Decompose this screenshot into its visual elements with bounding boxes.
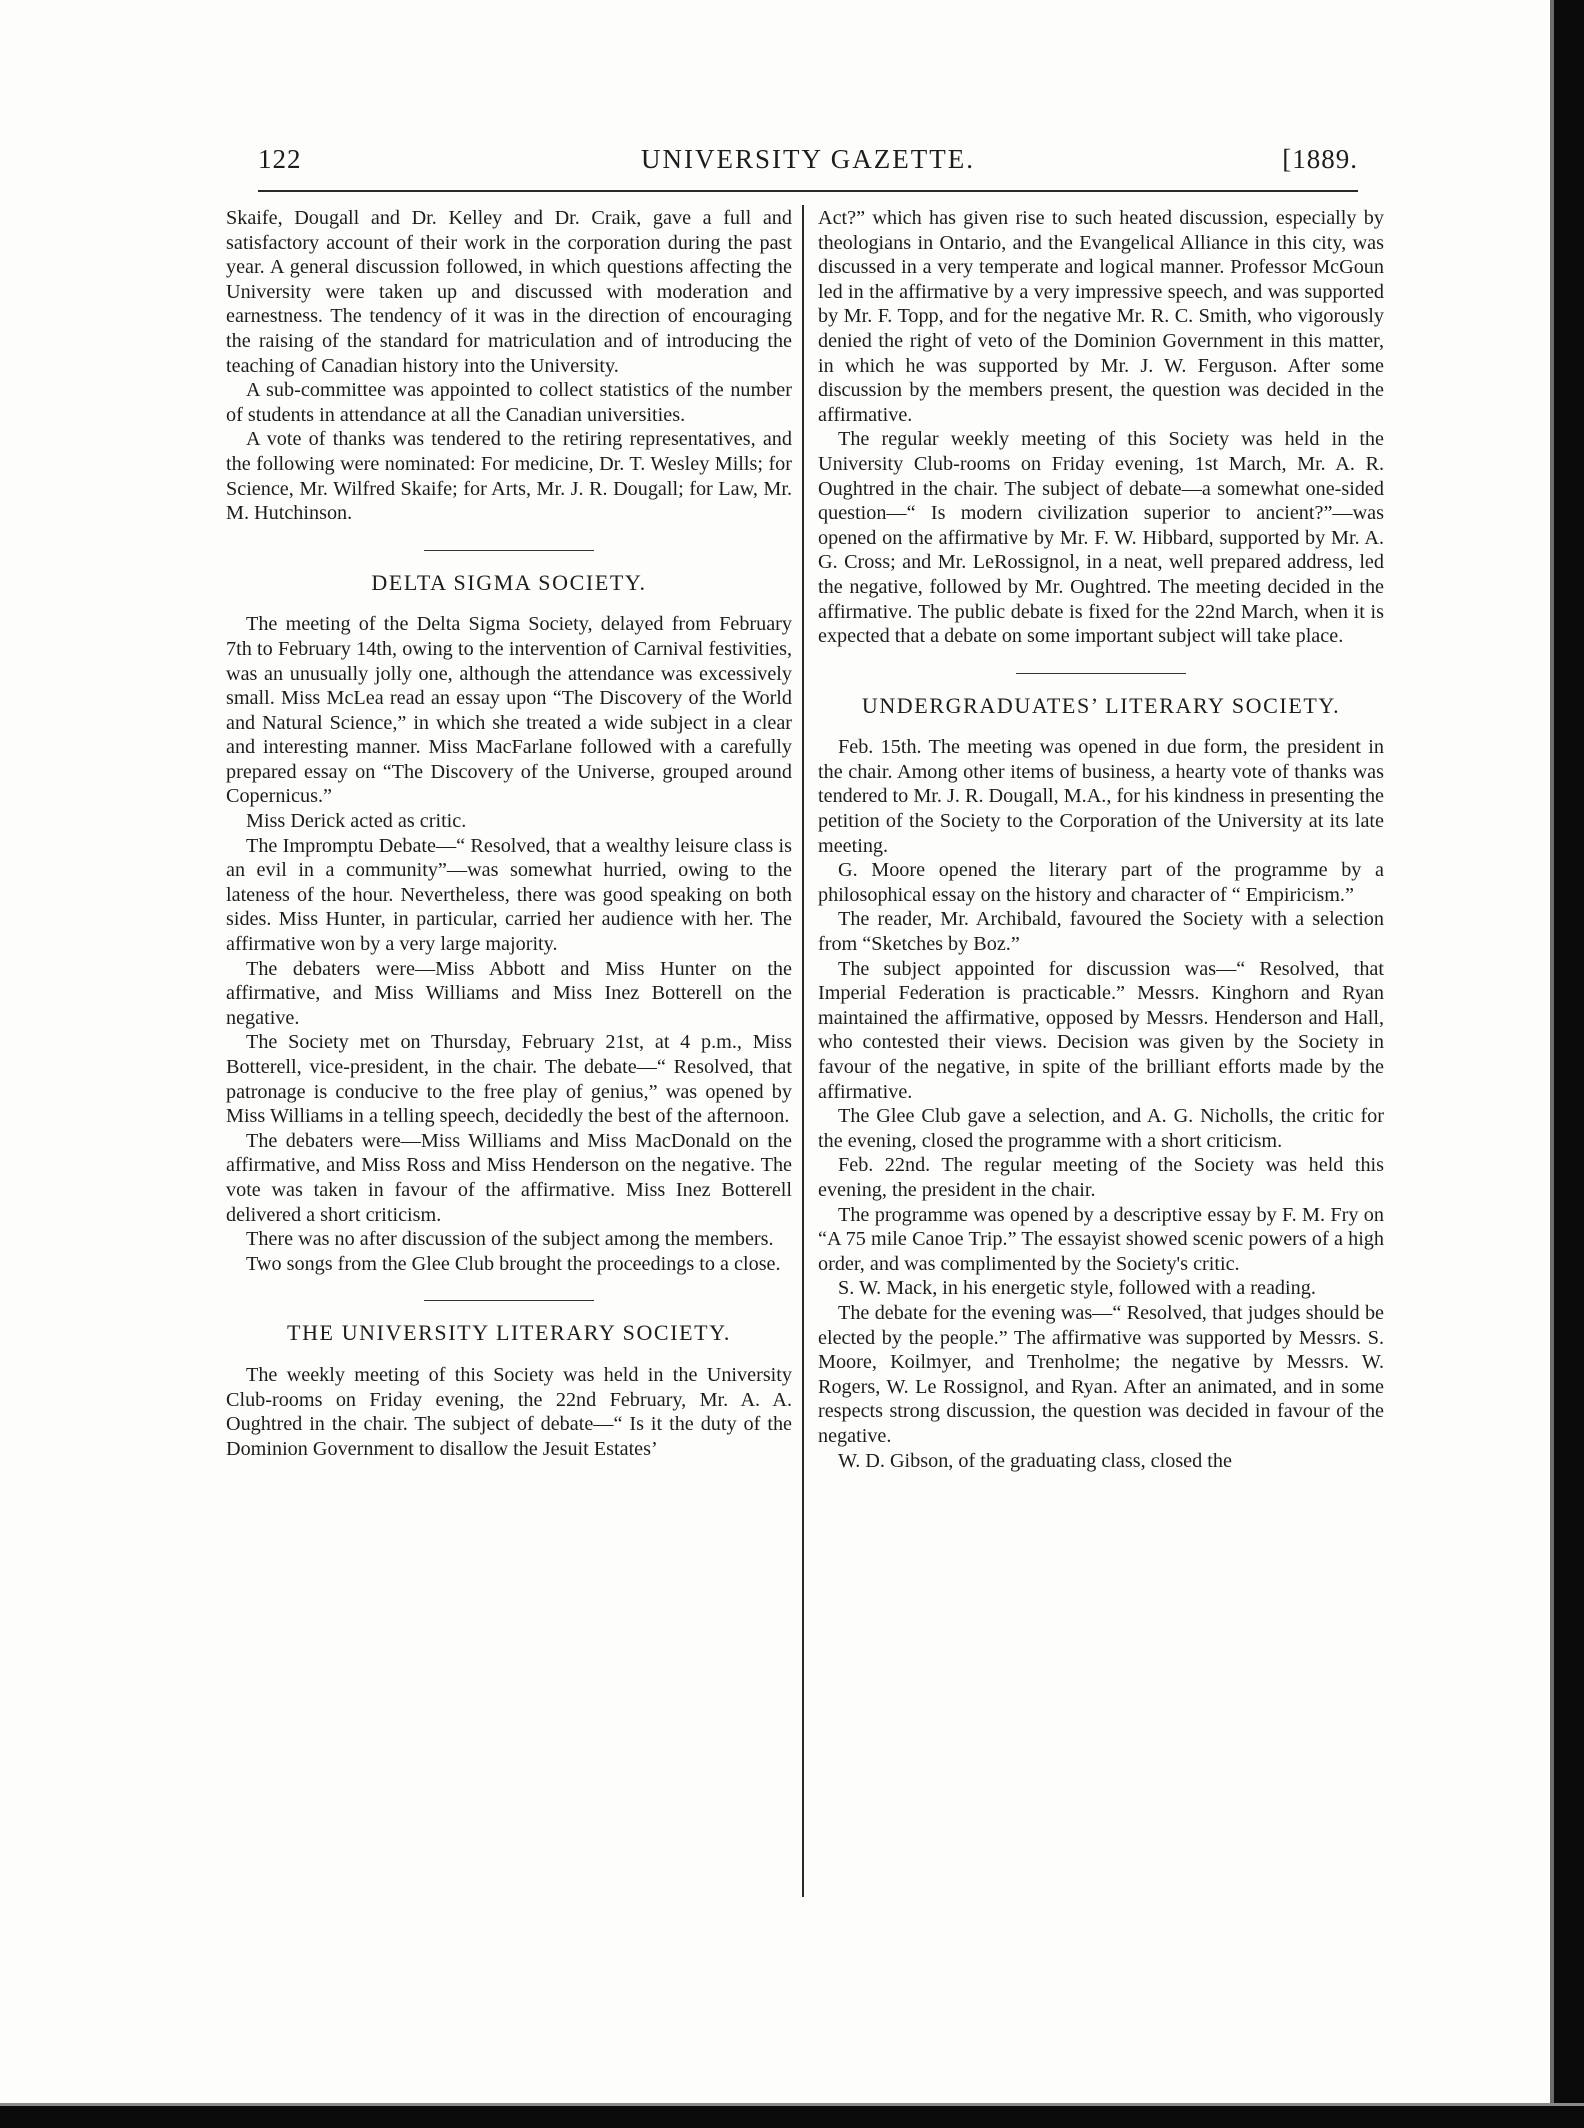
paragraph: G. Moore opened the literary part of the programme by a philosophical essay on the history and character of “ Empiricism.” bbox=[818, 859, 1384, 906]
left-column bbox=[226, 206, 792, 1461]
paragraph: Feb. 22nd. The regular meeting of the Society was held this evening, the president in the chair. bbox=[818, 1154, 1384, 1201]
section-heading: THE UNIVERSITY LITERARY SOCIETY. bbox=[287, 1320, 731, 1346]
paragraph: The Society met on Thursday, February 21st, at 4 p.m., Miss Botterell, vice-president, in the chair. The debate—“ Resolved, that patronage is conducive to the free play of genius,” was opened by Miss Williams in a telling speech, decidedly the best of the afternoon. bbox=[226, 1031, 792, 1128]
paragraph: The meeting of the Delta Sigma Society, delayed from February 7th to February 14th, owing to the intervention of Carnival festivities, was an unusually jolly one, although the attendance was excessively small. Miss McLea read an essay upon “The Discovery of the World and Natural Science,” in which she treated a wide subject in a clear and interesting manner. Miss MacFarlane followed with a carefully prepared essay on “The Discovery of the Universe, grouped around Copernicus.” bbox=[226, 613, 792, 808]
paragraph: A vote of thanks was tendered to the retiring representatives, and the following were nominated: For medicine, Dr. T. Wesley Mills; for Science, Mr. Wilfred Skaife; for Arts, Mr. J. R. Dougall; for Law, Mr. M. Hutchinson. bbox=[226, 428, 792, 525]
section-separator bbox=[1016, 673, 1186, 674]
paragraph: S. W. Mack, in his energetic style, followed with a reading. bbox=[838, 1277, 1316, 1300]
section-separator bbox=[424, 1300, 594, 1301]
paragraph: There was no after discussion of the subject among the members. bbox=[246, 1228, 774, 1251]
paragraph: The weekly meeting of this Society was held in the University Club-rooms on Friday evening, the 22nd February, Mr. A. A. Oughtred in the chair. The subject of debate—“ Is it the duty of the Dominion Government to disallow the Jesuit Estates’ bbox=[226, 1363, 792, 1460]
header-rule bbox=[258, 190, 1358, 192]
paragraph: The debaters were—Miss Williams and Miss MacDonald on the affirmative, and Miss Ross and Miss Henderson on the negative. The vote was taken in favour of the affirmative. Miss Inez Botterell delivered a short criticism. bbox=[226, 1129, 792, 1226]
paragraph: Feb. 15th. The meeting was opened in due form, the president in the chair. Among other items of business, a hearty vote of thanks was tendered to Mr. J. R. Dougall, M.A., for his kindness in presenting the petition of the Society to the Corporation of the University at its late meeting. bbox=[818, 736, 1384, 857]
paragraph: The programme was opened by a descriptive essay by F. M. Fry on “A 75 mile Canoe Trip.” The essayist showed scenic powers of a high order, and was complimented by the Society's critic. bbox=[818, 1203, 1384, 1275]
journal-title: UNIVERSITY GAZETTE. bbox=[641, 144, 975, 174]
paragraph: Two songs from the Glee Club brought the proceedings to a close. bbox=[246, 1252, 781, 1275]
section-heading: UNDERGRADUATES’ LITERARY SOCIETY. bbox=[861, 692, 1341, 718]
scan-right-border bbox=[1554, 0, 1584, 2128]
section-heading: DELTA SIGMA SOCIETY. bbox=[371, 569, 647, 595]
paragraph: W. D. Gibson, of the graduating class, closed the bbox=[838, 1449, 1232, 1472]
paragraph: The debaters were—Miss Abbott and Miss Hunter on the affirmative, and Miss Williams and Miss Inez Botterell on the negative. bbox=[226, 957, 792, 1029]
paragraph: A sub-committee was appointed to collect statistics of the number of students in attendance at all the Canadian universities. bbox=[226, 379, 792, 426]
paragraph: The debate for the evening was—“ Resolved, that judges should be elected by the people.” The affirmative was supported by Messrs. S. Moore, Koilmyer, and Trenholme; the negative by Messrs. W. Rogers, W. Le Rossignol, and Ryan. After an animated, and in some respects strong discussion, the question was decided in favour of the negative. bbox=[818, 1301, 1384, 1447]
paragraph: The regular weekly meeting of this Society was held in the University Club-rooms on Friday evening, 1st March, Mr. A. R. Oughtred in the chair. The subject of debate—a somewhat one-sided question—“ Is modern civilization superior to ancient?”—was opened on the affirmative by Mr. F. W. Hibbard, supported by Mr. A. G. Cross; and Mr. LeRossignol, in a neat, well prepared address, led the negative, followed by Mr. Oughtred. The meeting decided in the affirmative. The public debate is fixed for the 22nd March, when it is expected that a debate on some important subject will take place. bbox=[818, 428, 1384, 648]
paragraph: The Glee Club gave a selection, and A. G. Nicholls, the critic for the evening, closed the programme with a short criticism. bbox=[818, 1105, 1384, 1152]
paragraph: Skaife, Dougall and Dr. Kelley and Dr. Craik, gave a full and satisfactory account of their work in the corporation during the past year. A general discussion followed, in which questions affecting the University were taken up and discussed with moderation and earnestness. The tendency of it was in the direction of encouraging the raising of the standard for matriculation and of introducing the teaching of Canadian history into the University. bbox=[226, 207, 792, 377]
section-separator bbox=[424, 550, 594, 551]
paragraph: The Impromptu Debate—“ Resolved, that a wealthy leisure class is an evil in a community”—was somewhat hurried, owing to the lateness of the hour. Nevertheless, there was good speaking on both sides. Miss Hunter, in particular, carried her audience with her. The affirmative won by a very large majority. bbox=[226, 834, 792, 956]
paragraph: Act?” which has given rise to such heated discussion, especially by theologians in Ontario, and the Evangelical Alliance in this city, was discussed in a very temperate and logical manner. Professor McGoun led in the affirmative by a very impressive speech, and was supported by Mr. F. Topp, and for the negative Mr. R. C. Smith, who vigorously denied the right of veto of the Dominion Government in this matter, in which he was supported by Mr. J. W. Ferguson. After some discussion by the members present, the question was decided in the affirmative. bbox=[818, 207, 1384, 426]
column-divider bbox=[802, 205, 804, 1897]
page-header bbox=[258, 144, 1358, 184]
scan-bottom-border bbox=[0, 2106, 1584, 2128]
paragraph: The subject appointed for discussion was—“ Resolved, that Imperial Federation is practicable.” Messrs. Kinghorn and Ryan maintained the affirmative, opposed by Messrs. Henderson and Hall, who contested their views. Decision was given by the Society in favour of the negative, in spite of the brilliant efforts made by the affirmative. bbox=[818, 957, 1384, 1103]
page-number: 122 bbox=[258, 144, 302, 174]
paragraph: The reader, Mr. Archibald, favoured the Society with a selection from “Sketches by Boz.” bbox=[818, 908, 1384, 956]
paragraph: Miss Derick acted as critic. bbox=[246, 810, 467, 833]
right-column bbox=[818, 206, 1384, 1473]
issue-year: [1889. bbox=[1282, 144, 1358, 174]
